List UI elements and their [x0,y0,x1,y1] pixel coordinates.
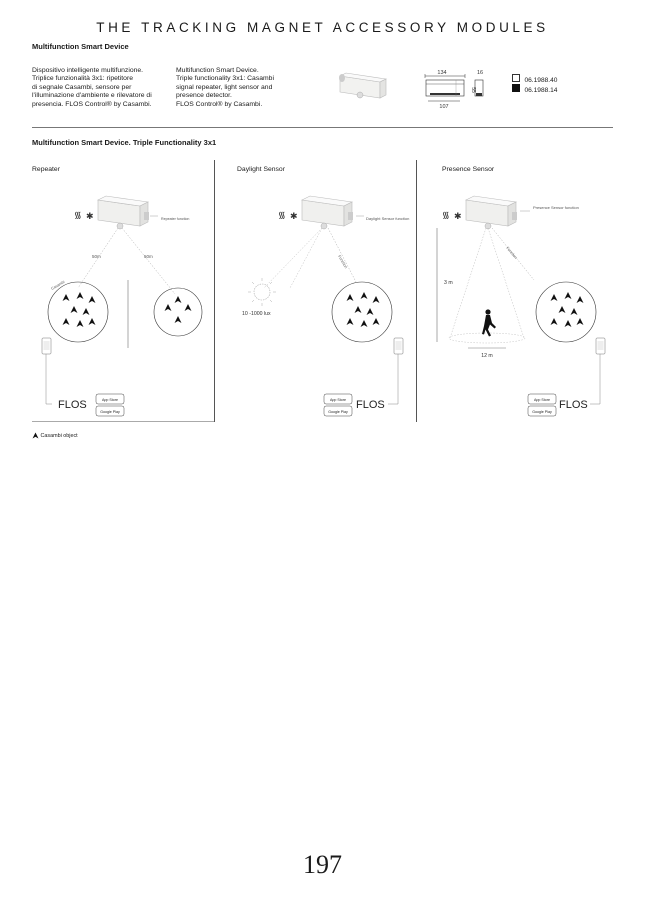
code-row [512,79,558,94]
diagram-shape [485,309,490,314]
dim-height: 16 [476,70,484,76]
bluetooth-icon: ✱ [454,211,462,221]
diagram-shape [430,93,460,95]
section-heading: Multifunction Smart Device. Triple Functionality 3x1 [32,138,217,147]
panel-title-presence: Presence Sensor [442,166,495,173]
diagram-shape [332,282,392,342]
flos-logo: FLOS [58,399,87,411]
page-title: THE TRACKING MAGNET ACCESSORY MODULES [96,20,549,35]
diagram-shape [476,93,482,96]
product-codes [512,69,558,94]
diagram-shape [373,318,380,325]
diagram-shape [77,292,84,299]
diagram-daylight [226,178,414,418]
flos-logo: FLOS [559,399,588,411]
code-row [512,69,558,84]
diagram-repeater [30,178,210,418]
diagram-shape [165,304,172,311]
diagram-shape [380,79,386,98]
dim-side: 55 [470,87,476,93]
diagram-shape: Google Play [532,410,552,414]
diagram-shape [598,341,604,350]
panel-divider [416,160,417,422]
diagram-shape [571,308,578,315]
dim-bottom: 107 [439,104,449,110]
diagram-shape [63,318,70,325]
dimension-drawing [420,68,490,112]
diagram-shape [361,320,368,327]
diagram-shape [367,308,374,315]
bluetooth-icon: ✱ [290,211,298,221]
diagram-presence [428,178,618,418]
casambi-objects [63,292,96,327]
diagram-shape [248,278,276,306]
diagram-shape: Google Play [328,410,348,414]
diagram-shape [290,228,322,288]
diagram-shape [577,296,584,303]
diagram-shape [270,282,272,284]
diagram-shape [565,292,572,299]
diagram-shape [449,333,525,343]
diagram-shape [270,300,272,302]
diagram-shape [122,228,175,294]
diagram-shape [339,74,345,82]
function-label: Daylight Sensor function [366,216,410,221]
radius-label: 12 m [481,353,493,359]
lux-label: 10 -1000 lux [242,311,271,317]
casambi-object-icon [32,432,39,439]
casambi-objects [551,292,584,327]
panel-title-repeater: Repeater [32,166,60,173]
code-black: 06.1988.14 [524,87,558,94]
legend-label: Casambi object [40,432,78,439]
arrow-label: Function [337,254,348,270]
code-white: 06.1988.40 [524,77,558,84]
casambi-objects [347,292,380,327]
diagram-shape [348,212,353,220]
diagram-shape [577,318,584,325]
diagram-shape [361,292,368,299]
sun-icon [254,284,270,300]
diagram-shape [551,294,558,301]
diagram-shape [185,304,192,311]
description-italian: Dispositivo intelligente multifunzione. Triplice funzionalità 3x1: ripetitore di segnale Casambi, sensore per l'illuminazione d'ambiente e rilevatore di presencia. FLOS Control® by Casambi. [32,67,152,108]
diagram-shape [89,318,96,325]
diagram-shape: App Store [330,398,346,402]
zone-label: Casambi [50,279,66,291]
diagram-shape [175,296,182,303]
diagram-shape [488,228,524,338]
panel-divider [214,160,215,422]
diagram-shape [264,228,322,288]
diagram-shape [63,294,70,301]
diagram-shape [347,294,354,301]
diagram-shape [565,320,572,327]
diagram-shape [388,354,398,404]
function-label: Repeater function [161,217,190,221]
diagram-shape [252,300,254,302]
walking-person-icon [482,309,496,336]
casambi-zone [48,279,108,342]
diagram-shape [551,318,558,325]
diagram-shape [373,296,380,303]
flos-logo: FLOS [356,399,385,411]
function-label: Presence Sensor function [533,205,579,210]
diagram-shape [144,212,149,220]
diagram-shape [512,212,517,220]
diagram-shape [357,92,363,98]
height-label: 3 m [444,280,453,286]
arrow-label: Function [505,246,518,260]
distance-label: 50m [92,254,101,259]
product-heading: Multifunction Smart Device [32,42,129,51]
diagram-shape [77,320,84,327]
wifi-icon: ᯾ [74,210,82,220]
product-image [330,68,390,106]
wifi-icon: ᯾ [278,210,286,220]
legend [32,432,78,439]
device-illustration [302,196,353,229]
diagram-shape [71,306,78,313]
diagram-shape [347,318,354,325]
diagram-shape [44,341,50,350]
device-illustration [98,196,149,229]
diagram-shape [46,354,52,404]
diagram-shape: App Store [102,398,118,402]
diagram-shape [252,282,254,284]
diagram-shape [559,306,566,313]
diagram-shape [165,296,192,323]
diagram-shape [396,341,402,350]
diagram-shape: Google Play [100,410,120,414]
diagram-shape [175,316,182,323]
swatch-black [512,84,520,92]
distance-label: 50m [144,254,153,259]
diagram-shape: App Store [534,398,550,402]
panel-title-daylight: Daylight Sensor [237,166,285,173]
page-number: 197 [303,850,342,879]
divider [32,127,613,128]
dim-width: 134 [437,70,447,76]
diagram-shape [355,306,362,313]
wifi-icon: ᯾ [442,210,450,220]
device-illustration [466,196,517,229]
description-english: Multifunction Smart Device. Triple functionality 3x1: Casambi signal repeater, light sensor and presence detector. FLOS Control® by Casambi. [176,67,274,108]
diagram-shape [536,282,596,342]
diagram-shape [33,433,39,439]
bluetooth-icon: ✱ [86,211,94,221]
divider [32,421,214,422]
diagram-shape [83,308,90,315]
diagram-shape [590,354,600,404]
diagram-shape [154,288,202,336]
diagram-shape [450,228,486,338]
diagram-shape [89,296,96,303]
